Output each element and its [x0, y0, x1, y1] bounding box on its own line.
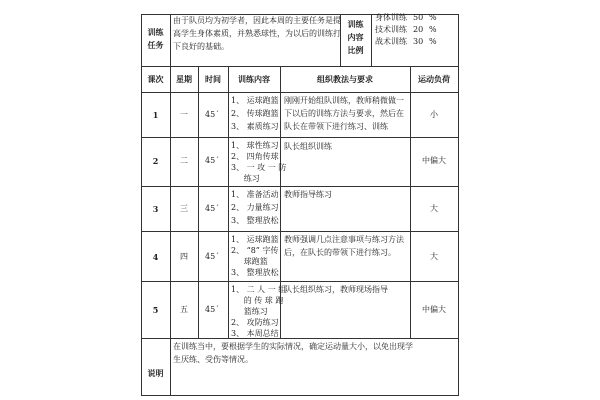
cell-method-line: 教师指导练习	[284, 190, 332, 199]
cell-content-line: 2、 攻防练习	[231, 318, 279, 327]
cell-content-line: 3、 本周总结	[231, 329, 279, 338]
header-lesson: 课次	[147, 74, 164, 84]
cell-time: 45ˊ	[205, 110, 220, 119]
cell-content-line: 1、 运球跑篮	[231, 96, 279, 105]
ratio-unit: %	[429, 25, 437, 34]
cell-content-line: 2、 四角传球	[231, 152, 279, 161]
cell-content-line: 1、 运球跑篮	[231, 235, 279, 244]
cell-load: 小	[430, 110, 438, 119]
ratio-label-line1: 训练	[347, 19, 364, 29]
cell-content-line: 1、 准备活动	[231, 190, 279, 199]
cell-method-line: 队长在带领下进行练习、训练	[284, 122, 388, 131]
cell-weekday: 五	[180, 305, 188, 314]
ratio-label-line3: 比例	[347, 45, 364, 55]
cell-content-line: 练习	[231, 174, 260, 183]
cell-content-line: 3、 整理放松	[231, 268, 279, 277]
header-load: 运动负荷	[418, 74, 450, 84]
ratio-value: 50	[413, 13, 424, 22]
cell-lesson: 3	[152, 204, 159, 214]
cell-time: 45ˊ	[205, 156, 220, 165]
cell-content-line: 的 传 球 跑	[231, 296, 284, 305]
ratio-unit: %	[429, 37, 437, 46]
task-label-line1: 训练	[147, 27, 164, 37]
cell-lesson: 1	[152, 110, 159, 120]
ratio-name: 技术训练	[375, 25, 407, 34]
cell-lesson: 2	[152, 156, 159, 166]
cell-method-line: 刚刚开始组队训练，教师稍微做一	[284, 96, 404, 105]
note-text-line2: 生厌练、受伤等情况。	[173, 355, 253, 364]
ratio-unit: %	[429, 13, 437, 22]
task-text-line3: 下良好的基础。	[173, 42, 229, 51]
task-text-line2: 高学生身体素质，并熟悉球性，为以后的训练打	[173, 29, 341, 38]
cell-content-line: 1、 二 人 一 组	[231, 285, 287, 294]
header-method: 组织教法与要求	[317, 74, 373, 84]
cell-method-line: 下以后的训练方法与要求，然后在	[284, 109, 404, 118]
cell-lesson: 5	[152, 305, 159, 315]
cell-time: 45ˊ	[205, 252, 220, 261]
cell-method-line: 后，在队长的带领下进行练习。	[284, 248, 396, 257]
cell-content-line: 2、 “8” 字传	[231, 246, 279, 255]
cell-content-line: 2、 传球跑篮	[231, 109, 279, 118]
ratio-label-line2: 内容	[347, 32, 364, 42]
header-weekday: 星期	[176, 74, 192, 84]
cell-weekday: 四	[180, 252, 188, 261]
cell-load: 大	[430, 252, 438, 261]
cell-content-line: 3、 一 攻 一 防	[231, 163, 287, 172]
ratio-name: 身体训练	[375, 13, 407, 22]
cell-content-line: 1、 球性练习	[231, 141, 279, 150]
header-time: 时间	[205, 74, 221, 84]
cell-content-line: 篮练习	[231, 307, 268, 316]
cell-content-line: 球跑篮	[231, 257, 268, 266]
cell-weekday: 二	[180, 156, 188, 165]
cell-weekday: 三	[180, 204, 188, 213]
cell-load: 大	[430, 204, 438, 213]
cell-method-line: 队长组织练习，教师现场指导	[284, 285, 388, 294]
note-text-line1: 在训练当中，要根据学生的实际情况，确定运动量大小，以免出现学	[173, 342, 413, 351]
ratio-value: 30	[413, 37, 424, 46]
cell-load: 中偏大	[422, 156, 446, 165]
task-label-line2: 任务	[147, 40, 164, 50]
cell-content-line: 3、 整理放松	[231, 216, 279, 225]
header-content: 训练内容	[238, 74, 270, 84]
ratio-name: 战术训练	[375, 37, 407, 46]
cell-content-line: 3、 素质练习	[231, 122, 279, 131]
cell-method-line: 队长组织训练	[284, 142, 332, 151]
cell-time: 45ˊ	[205, 305, 220, 314]
cell-time: 45ˊ	[205, 204, 220, 213]
cell-content-line: 2、 力量练习	[231, 203, 279, 212]
cell-method-line: 教师强调几点注意事项与练习方法	[284, 235, 404, 244]
ratio-value: 20	[413, 25, 424, 34]
cell-weekday: 一	[180, 110, 188, 119]
cell-lesson: 4	[152, 252, 159, 262]
task-text-line1: 由于队员均为初学者，因此本周的主要任务是提	[173, 16, 341, 25]
cell-load: 中偏大	[422, 305, 446, 314]
note-label: 说明	[147, 368, 164, 378]
